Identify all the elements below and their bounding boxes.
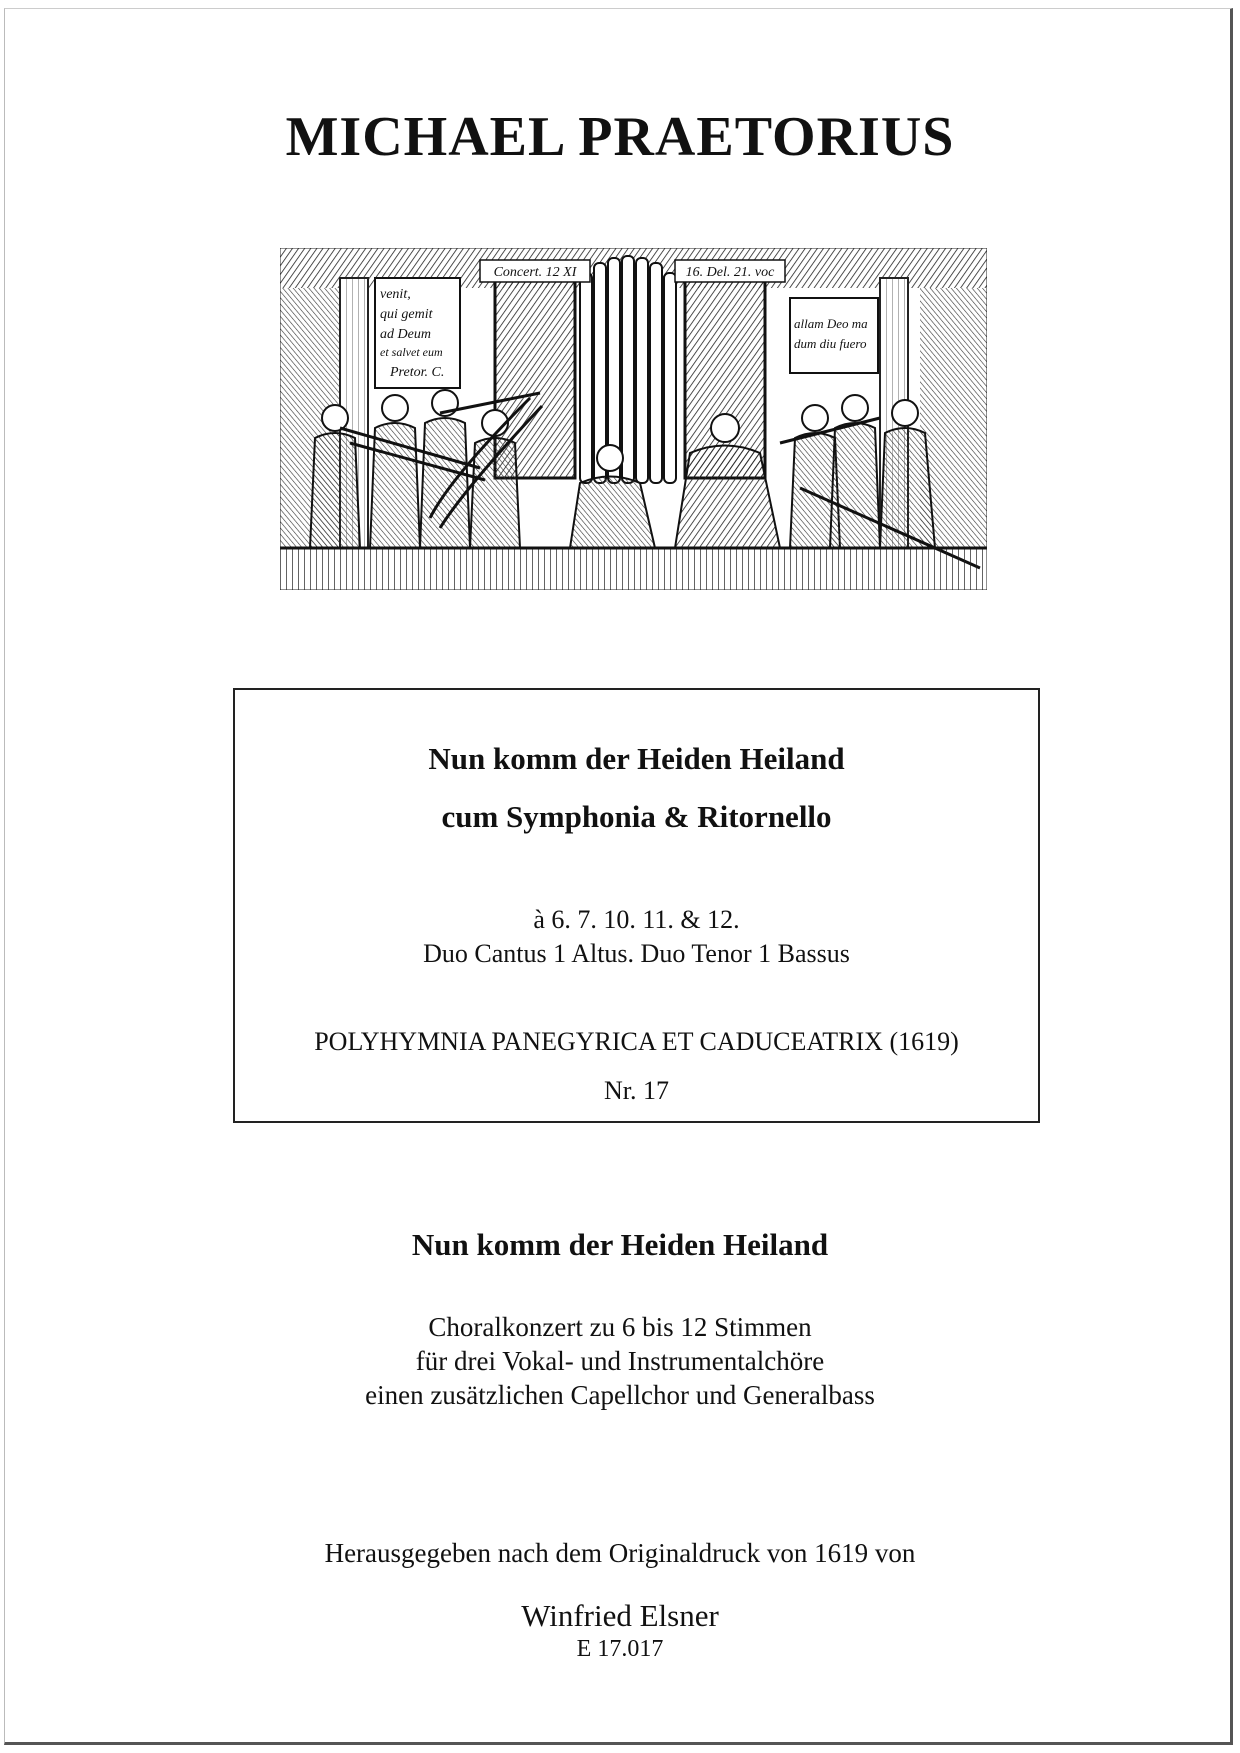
engraving-image — [280, 248, 987, 590]
work-title: Nun komm der Heiden Heiland — [428, 741, 845, 776]
description-title: Nun komm der Heiden Heiland — [411, 1227, 829, 1262]
collection-name: POLYHYMNIA PANEGYRICA ET CADUCEATRIX (1619) — [314, 1027, 959, 1056]
voices-list: Duo Cantus 1 Altus. Duo Tenor 1 Bassus — [423, 939, 850, 968]
work-subtitle: cum Symphonia & Ritornello — [441, 799, 832, 834]
inscription-left-line: venit, — [380, 287, 411, 302]
description-line: einen zusätzlichen Capellchor und Generalbass — [365, 1380, 875, 1410]
editor-name: Winfried Elsner — [521, 1598, 719, 1633]
description-line: Choralkonzert zu 6 bis 12 Stimmen — [428, 1312, 812, 1342]
title-box — [233, 688, 1040, 1123]
description-line: für drei Vokal- und Instrumentalchöre — [415, 1346, 825, 1376]
catalog-number: E 17.017 — [576, 1636, 664, 1662]
banner-left-text: Concert. 12 XI — [493, 265, 577, 280]
voices-count: à 6. 7. 10. 11. & 12. — [533, 905, 740, 934]
inscription-left-line: et salvet eum — [380, 345, 443, 359]
inscription-left-line: Pretor. C. — [390, 365, 445, 380]
inscription-right-line: allam Deo ma — [794, 316, 868, 331]
inscription-left-line: ad Deum — [380, 327, 431, 342]
composer-name: MICHAEL PRAETORIUS — [285, 106, 955, 168]
inscription-left-line: qui gemit — [380, 307, 433, 322]
inscription-right-line: dum diu fuero — [794, 336, 867, 351]
edition-note: Herausgegeben nach dem Originaldruck von 1619 von — [324, 1538, 916, 1568]
banner-right-text: 16. Del. 21. voc — [685, 265, 775, 280]
collection-number: Nr. 17 — [604, 1076, 669, 1105]
